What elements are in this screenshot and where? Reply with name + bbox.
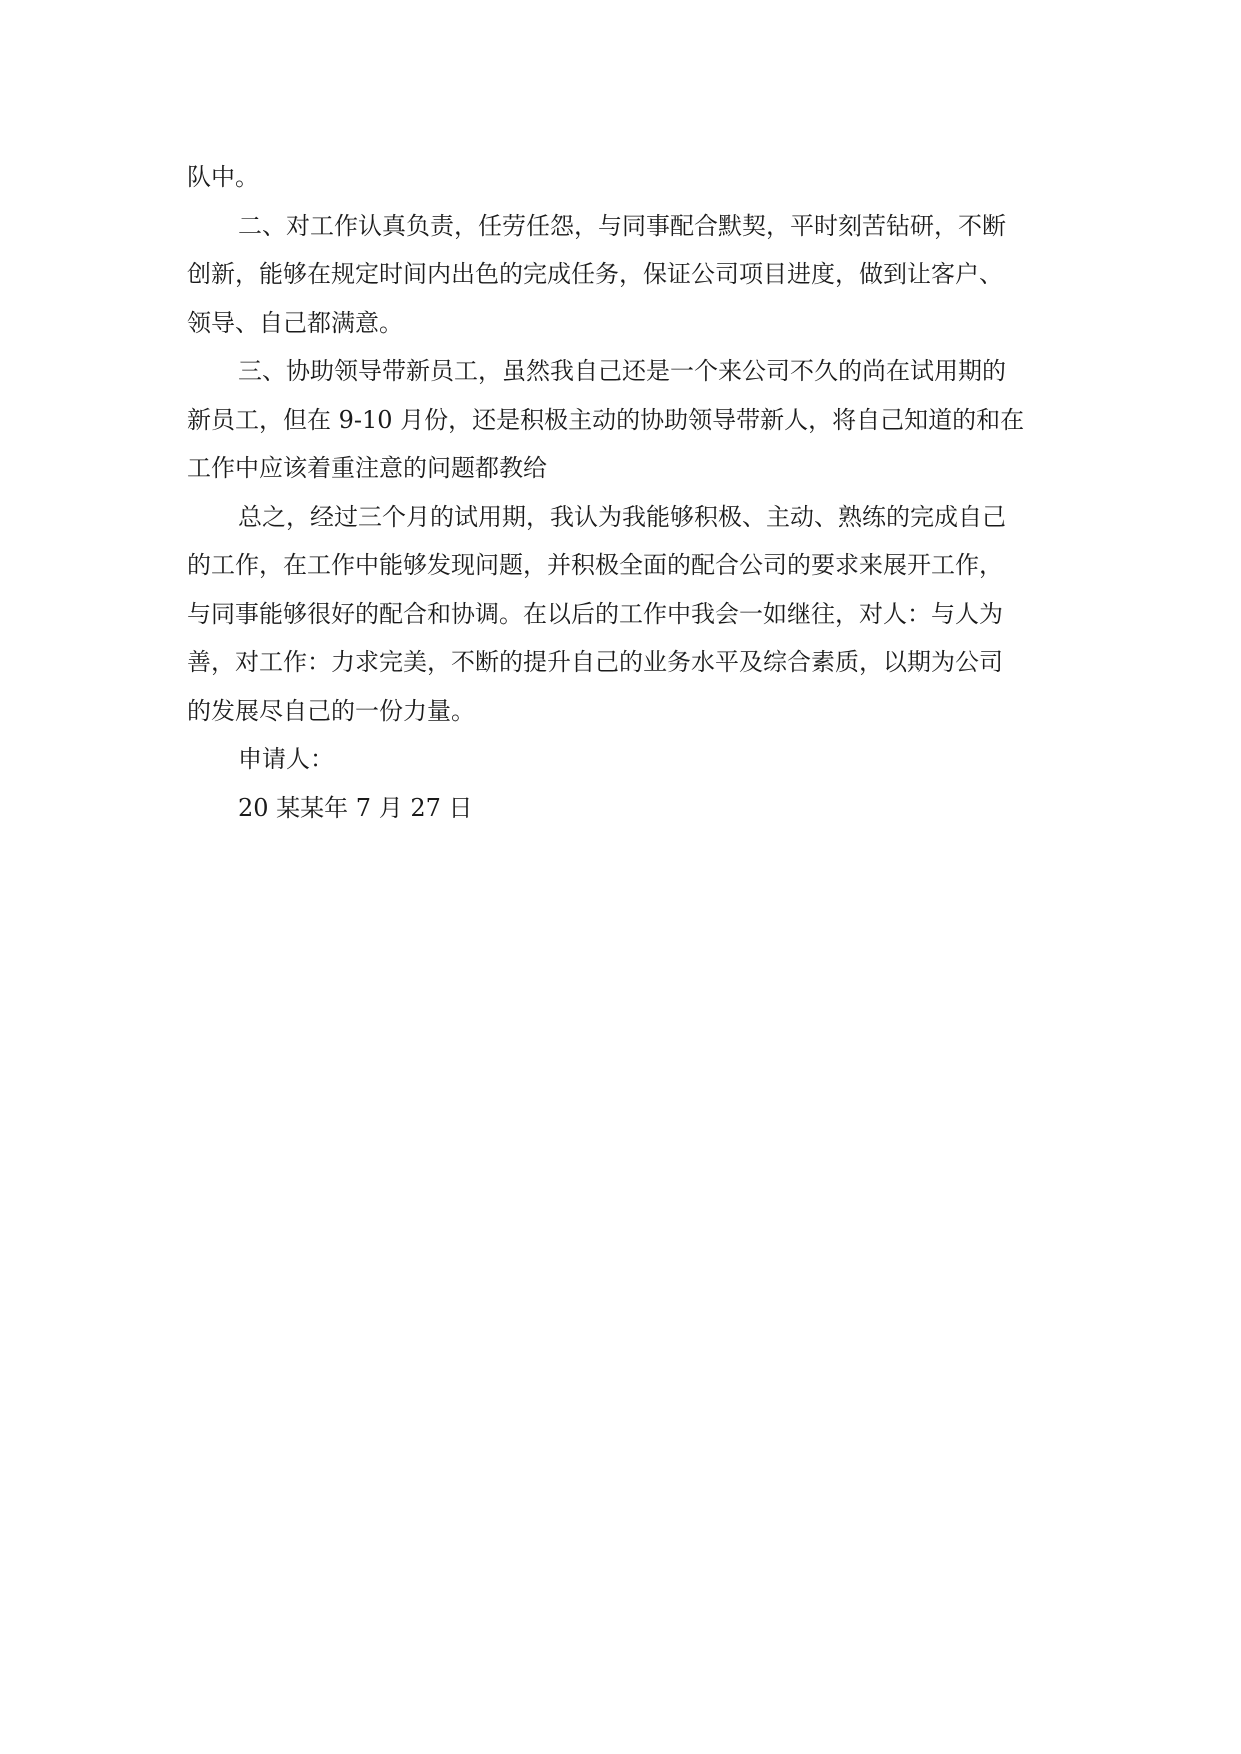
paragraph-start-line: 三、协助领导带新员工，虽然我自己还是一个来公司不久的尚在试用期的 [238, 357, 1006, 385]
text-line: 的发展尽自己的一份力量。 [187, 696, 475, 725]
text-line: 工作中应该着重注意的问题都教给 [187, 454, 547, 482]
text-line: 善，对工作：力求完美，不断的提升自己的业务水平及综合素质，以期为公司 [187, 648, 1003, 676]
text-line: 新员工，但在 9-10 月份，还是积极主动的协助领导带新人，将自己知道的和在 [187, 405, 1025, 434]
text-line: 队中。 [187, 163, 259, 191]
applicant-label: 申请人： [238, 745, 334, 773]
paragraph-start-line: 总之，经过三个月的试用期，我认为我能够积极、主动、熟练的完成自己 [238, 502, 1006, 531]
text-line: 创新，能够在规定时间内出色的完成任务，保证公司项目进度，做到让客户、 [187, 260, 1003, 288]
signature-date: 20 某某年 7 月 27 日 [238, 793, 473, 822]
document-body [187, 153, 1047, 832]
text-line: 的工作，在工作中能够发现问题，并积极全面的配合公司的要求来展开工作， [187, 551, 1003, 579]
text-line: 与同事能够很好的配合和协调。在以后的工作中我会一如继往，对人：与人为 [187, 599, 1003, 628]
paragraph-start-line: 二、对工作认真负责，任劳任怨，与同事配合默契，平时刻苦钻研，不断 [238, 211, 1006, 240]
text-line: 领导、自己都满意。 [187, 308, 403, 337]
